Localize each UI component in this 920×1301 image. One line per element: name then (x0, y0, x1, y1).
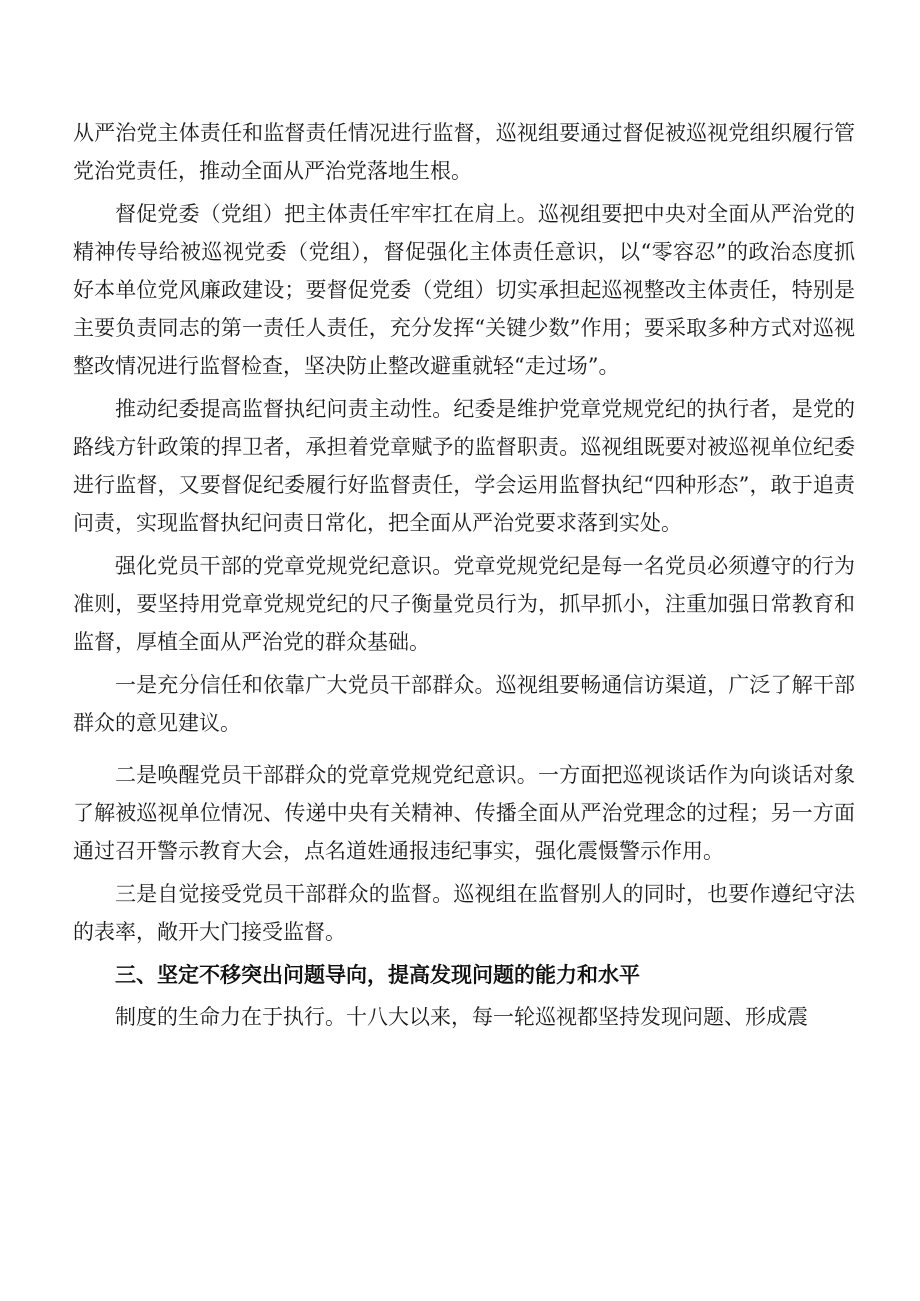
paragraph-7: 三是自觉接受党员干部群众的监督。巡视组在监督别人的同时，也要作遵纪守法的表率，敞开大门接受监督。 (73, 882, 855, 944)
paragraph-2: 督促党委（党组）把主体责任牢牢扛在肩上。巡视组要把中央对全面从严治党的精神传导给被巡视党委（党组），督促强化主体责任意识，以“零容忍”的政治态度抓好本单位党风廉政建设；要督促党委（党组）切实承担起巡视整改主体责任，特别是主要负责同志的第一责任人责任，充分发挥“关键少数”作用；要采取多种方式对巡视整改情况进行监督检查，坚决防止整改避重就轻“走过场”。 (73, 202, 855, 378)
paragraph-1: 从严治党主体责任和监督责任情况进行监督，巡视组要通过督促被巡视党组织履行管党治党责任，推动全面从严治党落地生根。 (73, 121, 855, 183)
paragraph-4: 强化党员干部的党章党规党纪意识。党章党规党纪是每一名党员必须遵守的行为准则，要坚持用党章党规党纪的尺子衡量党员行为，抓早抓小，注重加强日常教育和监督，厚植全面从严治党的群众基础。 (73, 554, 855, 654)
paragraph-5: 一是充分信任和依靠广大党员干部群众。巡视组要畅通信访渠道，广泛了解干部群众的意见建议。 (73, 673, 855, 735)
paragraph-3: 推动纪委提高监督执纪问责主动性。纪委是维护党章党规党纪的执行者，是党的路线方针政策的捍卫者，承担着党章赋予的监督职责。巡视组既要对被巡视单位纪委进行监督，又要督促纪委履行好监督责任，学会运用监督执纪“四种形态”，敢于追责问责，实现监督执纪问责日常化，把全面从严治党要求落到实处。 (73, 397, 855, 535)
document-body (73, 114, 855, 1041)
paragraph-8: 制度的生命力在于执行。十八大以来，每一轮巡视都坚持发现问题、形成震 (115, 1005, 808, 1029)
section-heading: 三、坚定不移突出问题导向，提高发现问题的能力和水平 (115, 963, 640, 987)
paragraph-6: 二是唤醒党员干部群众的党章党规党纪意识。一方面把巡视谈话作为向谈话对象了解被巡视单位情况、传递中央有关精神、传播全面从严治党理念的过程；另一方面通过召开警示教育大会，点名道姓通报违纪事实，强化震慑警示作用。 (73, 763, 855, 863)
